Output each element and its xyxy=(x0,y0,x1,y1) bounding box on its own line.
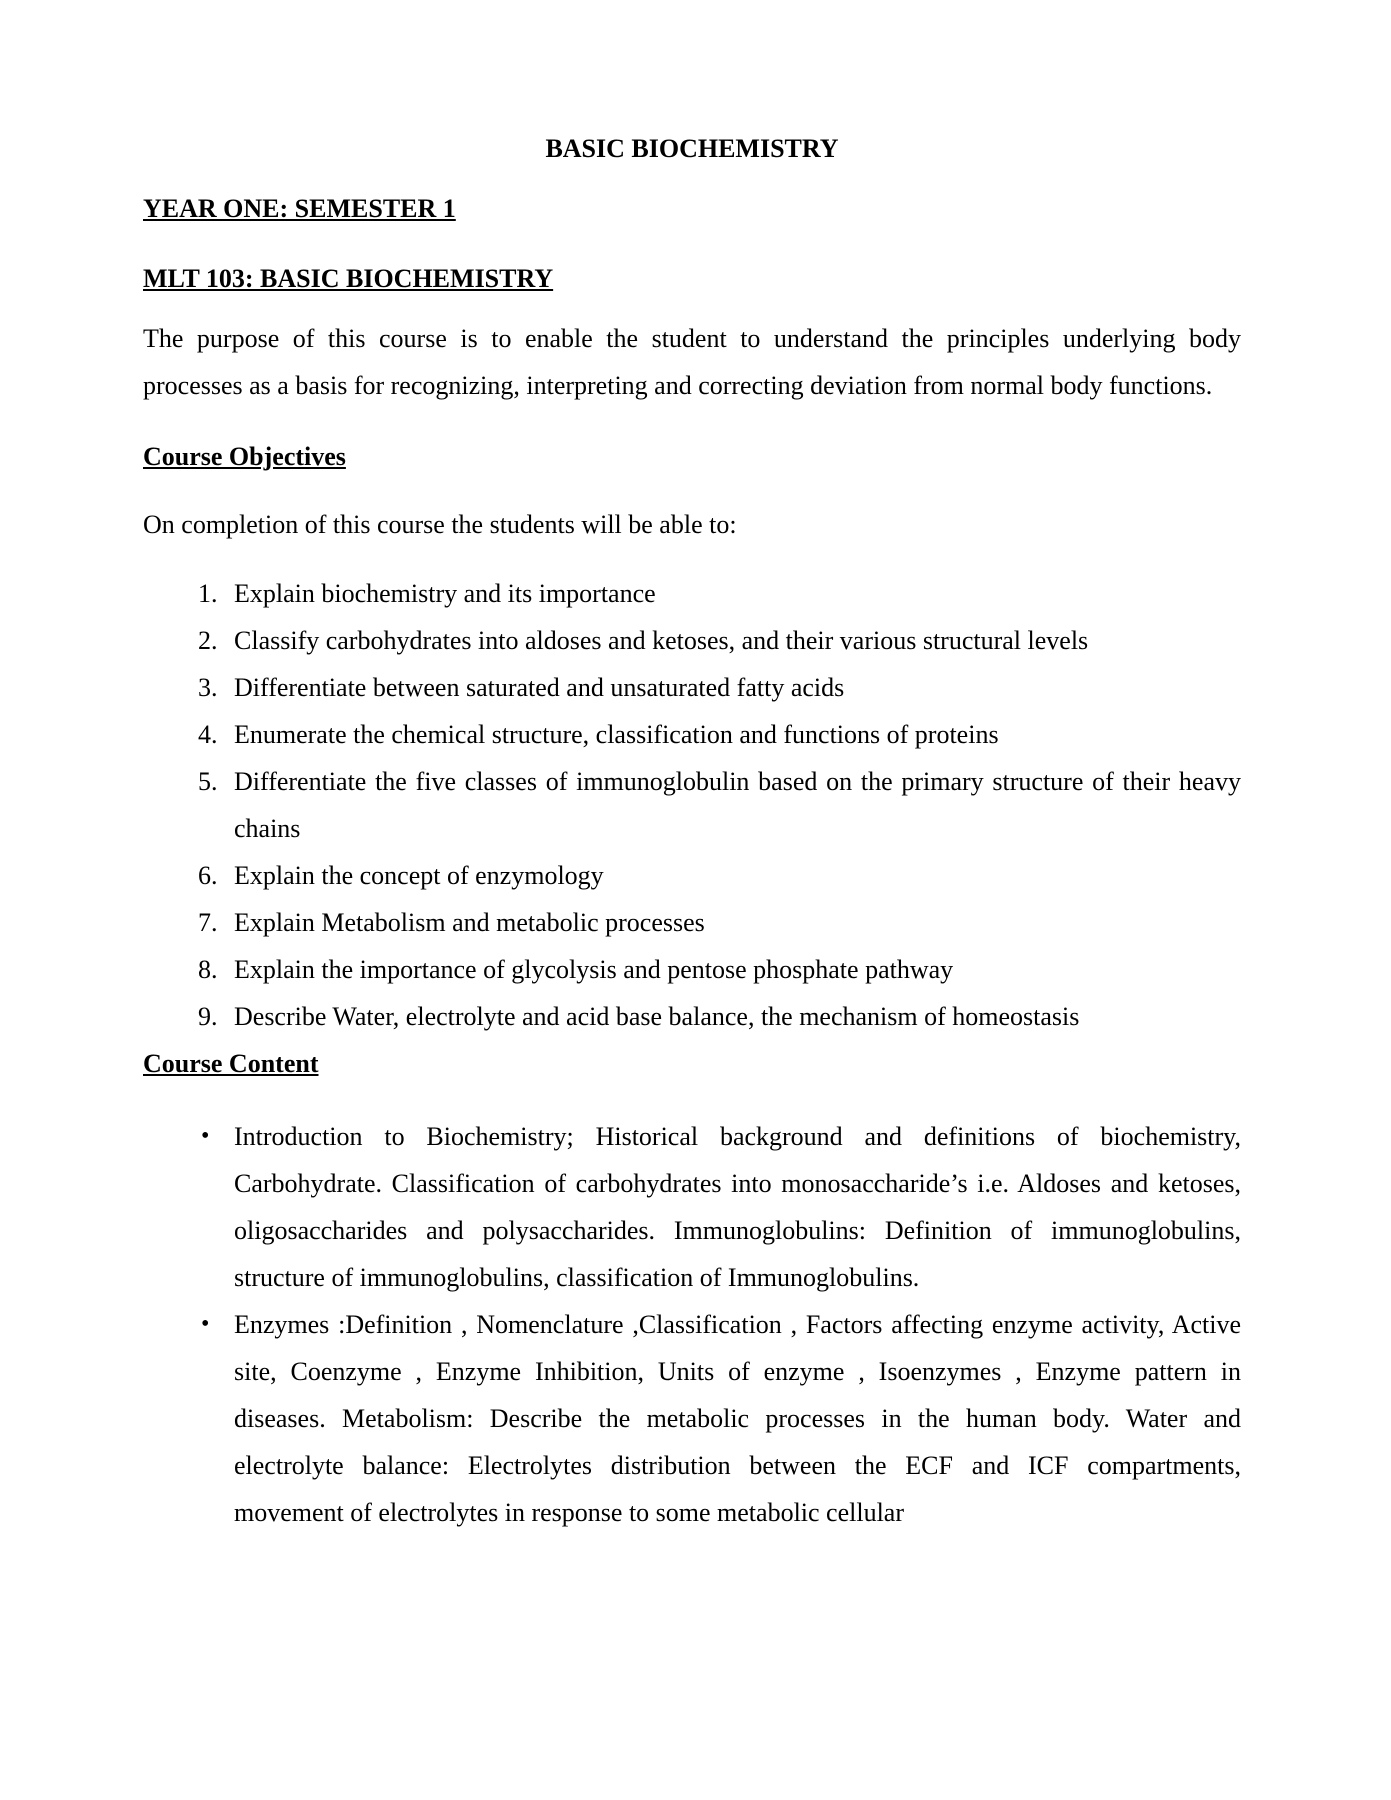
list-number: 9. xyxy=(198,1002,218,1031)
list-item-text: Enumerate the chemical structure, classification and functions of proteins xyxy=(234,720,999,749)
list-item xyxy=(143,852,1241,899)
list-item-text: Enzymes :Definition , Nomenclature ,Classification , Factors affecting enzyme activity, Active site, Coenzyme , Enzyme Inhibition, Units of enzyme , Isoenzymes , Enzyme pattern in diseases. Metabolism: Describe the metabolic processes in the human body. Water and electrolyte balance: Electrolytes distribution between the ECF and ICF compartments, movement of electrolytes in response to some metabolic cellular xyxy=(234,1310,1241,1527)
list-item xyxy=(143,1113,1241,1301)
list-number: 6. xyxy=(198,861,218,890)
list-number: 4. xyxy=(198,720,218,749)
bullet-icon: • xyxy=(201,1123,210,1149)
list-item xyxy=(143,1301,1241,1536)
list-item-text: Explain biochemistry and its importance xyxy=(234,579,656,608)
list-item xyxy=(143,570,1241,617)
list-number: 8. xyxy=(198,955,218,984)
list-item xyxy=(143,617,1241,664)
list-number: 5. xyxy=(198,767,218,796)
list-item-text: Describe Water, electrolyte and acid base balance, the mechanism of homeostasis xyxy=(234,1002,1080,1031)
list-item-text: Introduction to Biochemistry; Historical background and definitions of biochemistry, Carbohydrate. Classification of carbohydrates into monosaccharide’s i.e. Aldoses and ketoses, oligosaccharides and polysaccharides. Immunoglobulins: Definition of immunoglobulins, structure of immunoglobulins, classification of Immunoglobulins. xyxy=(234,1122,1241,1292)
list-number: 3. xyxy=(198,673,218,702)
list-item-text: Differentiate the five classes of immunoglobulin based on the primary structure of their heavy chains xyxy=(234,767,1241,843)
list-item xyxy=(143,758,1241,852)
list-item xyxy=(143,899,1241,946)
list-item-text: Classify carbohydrates into aldoses and ketoses, and their various structural levels xyxy=(234,626,1089,655)
objectives-intro-line: On completion of this course the students will be able to: xyxy=(143,510,737,539)
list-item-text: Differentiate between saturated and unsaturated fatty acids xyxy=(234,673,845,702)
list-item xyxy=(143,711,1241,758)
list-item-text: Explain Metabolism and metabolic processes xyxy=(234,908,705,937)
heading-course-content: Course Content xyxy=(143,1049,319,1078)
list-item xyxy=(143,664,1241,711)
heading-semester: YEAR ONE: SEMESTER 1 xyxy=(143,194,456,223)
list-item-text: Explain the importance of glycolysis and pentose phosphate pathway xyxy=(234,955,954,984)
list-item xyxy=(143,946,1241,993)
list-number: 2. xyxy=(198,626,218,655)
course-content-bullet-list xyxy=(143,1113,1241,1536)
document-title: BASIC BIOCHEMISTRY xyxy=(545,134,839,163)
course-purpose-paragraph: The purpose of this course is to enable the student to understand the principles underlying body processes as a basis for recognizing, interpreting and correcting deviation from normal body functions. xyxy=(143,324,1241,400)
bullet-icon: • xyxy=(201,1311,210,1337)
list-item xyxy=(143,993,1241,1040)
heading-course-objectives: Course Objectives xyxy=(143,442,346,471)
list-number: 7. xyxy=(198,908,218,937)
objectives-numbered-list xyxy=(143,570,1241,1040)
list-item-text: Explain the concept of enzymology xyxy=(234,861,604,890)
list-number: 1. xyxy=(198,579,218,608)
heading-course-code: MLT 103: BASIC BIOCHEMISTRY xyxy=(143,264,554,293)
